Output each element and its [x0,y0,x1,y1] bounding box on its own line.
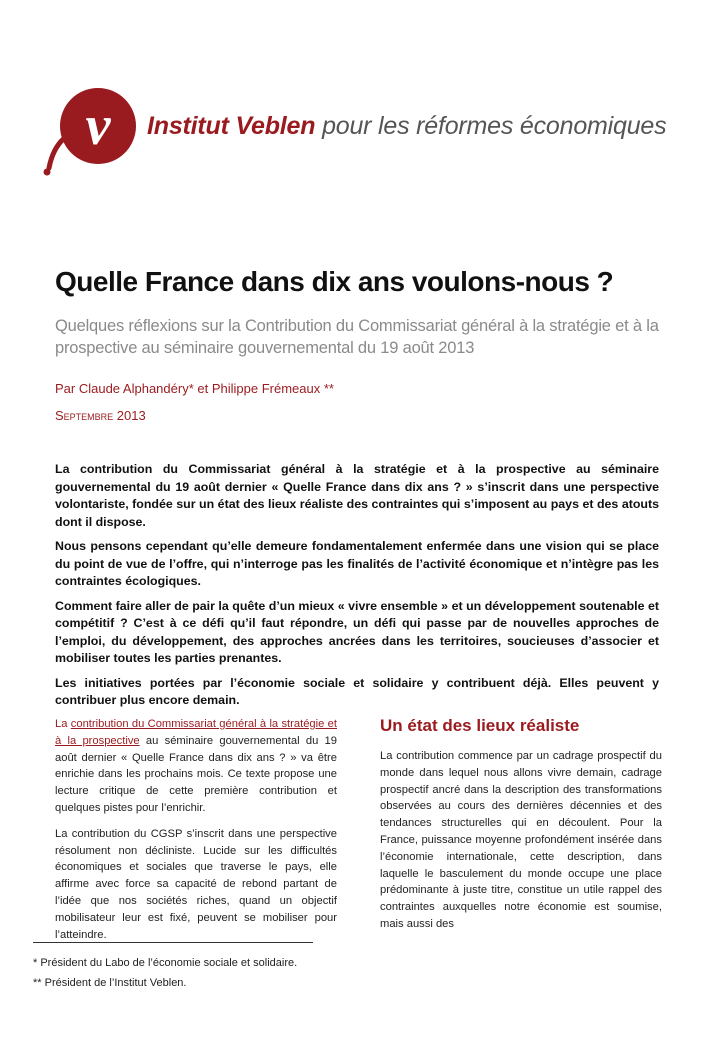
lead-text: La [55,718,71,730]
veblen-logo [40,84,140,176]
left-paragraph [55,716,337,817]
brand-name: Institut Veblen [147,112,316,140]
intro-paragraph: Les initiatives portées par l’économie sociale et solidaire y contribuent déjà. Elles peuvent y contribuer plus encore demain. [55,675,659,707]
cgsp-contribution-link[interactable]: contribution du Commissariat général à la stratégie et à la prospective [55,718,337,747]
paragraph-text: au séminaire gouvernemental du 19 août dernier « Quelle France dans dix ans ? » va être enrichie dans les prochains mois. Ce texte propose une lecture critique de cette première contribution et quelques pistes pour l’enrichir. [55,734,337,814]
intro-summary [55,461,659,717]
section-heading: Un état des lieux réaliste [380,716,580,735]
left-paragraph: La contribution du CGSP s’inscrit dans une perspective résolument non décliniste. Lucide sur les difficultés économiques et sociales que traverse le pays, elle affirme avec force sa capacité de rebond partant de l’idée que nos sociétés riches, quand un objectif mobilisateur leur est fixé, peuvent se mobiliser pour l’atteindre. [55,827,337,941]
right-column [380,716,662,942]
intro-paragraph: Nous pensons cependant qu’elle demeure fondamentalement enfermée dans une vision qui se place du point de vue de l’offre, qui n’interroge pas les finalités de l’activité économique et n’intègre pas les contraintes écologiques. [55,539,659,588]
footnote-divider [33,942,313,943]
left-column [55,716,337,952]
document-subtitle: Quelques réflexions sur la Contribution du Commissariat général à la stratégie et à la prospective au séminaire gouvernemental du 19 août 2013 [55,317,659,357]
logo-letter: v [85,95,111,157]
brand-tagline: pour les réformes économiques [322,112,667,140]
brand [147,112,666,141]
publication-date: Septembre 2013 [55,408,146,423]
footnote: * Président du Labo de l’économie sociale et solidaire. [33,957,298,969]
authors: Par Claude Alphandéry* et Philippe Frémeaux ** [55,381,334,396]
footnote: ** Président de l’Institut Veblen. [33,977,187,989]
right-paragraph: La contribution commence par un cadrage prospectif du monde dans lequel nous allons vivre demain, cadrage prospectif ancré dans la description des transformations observées au cours des dernières décennies et des tendances structurelles qui en découlent. Pour la France, puissance moyenne profondément insérée dans l’économie internationale, cette description, dans laquelle le basculement du monde occupe une place prédominante à juste titre, constitue un utile rappel des contraintes auxquelles notre économie est soumise, mais aussi des [380,750,662,930]
intro-paragraph: Comment faire aller de pair la quête d’un mieux « vivre ensemble » et un développement soutenable et compétitif ? C’est à ce défi qu’il faut répondre, un défi qui passe par de nouvelles approches de l’emploi, du développement, des approches ancrées dans les territoires, soucieuses d’associer et mobiliser toutes les parties prenantes. [55,598,659,665]
document-title: Quelle France dans dix ans voulons-nous ? [55,266,614,297]
intro-paragraph: La contribution du Commissariat général à la stratégie et à la prospective au séminaire gouvernemental du 19 août dernier « Quelle France dans dix ans ? » s’inscrit dans une perspective volontariste, fondée sur un état des lieux réaliste des contraintes qui s’imposent au pays et des atouts dont il dispose. [55,462,659,529]
